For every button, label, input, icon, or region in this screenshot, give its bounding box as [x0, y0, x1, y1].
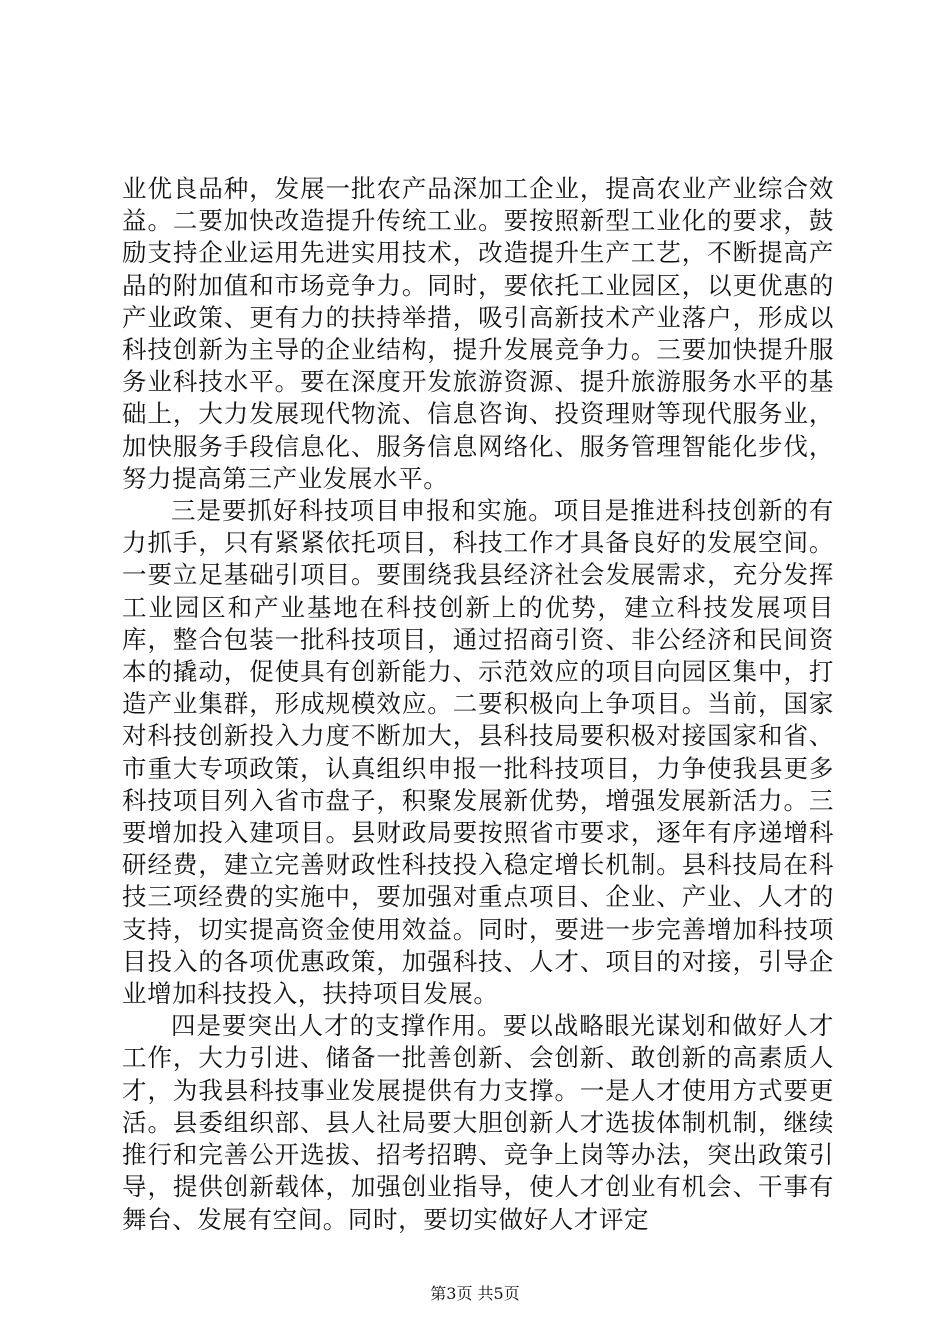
- page-number-footer: 第3页 共5页: [430, 1284, 520, 1303]
- document-body: [122, 173, 834, 1236]
- paragraph-continued: 业优良品种，发展一批农产品深加工企业，提高农业产业综合效益。二要加快改造提升传统工业。要按照新型工业化的要求，鼓励支持企业运用先进实用技术，改造提升生产工艺，不断提高产品的附加值和市场竞争力。同时，要依托工业园区，以更优惠的产业政策、更有力的扶持举措，吸引高新技术产业落户，形成以科技创新为主导的企业结构，提升发展竞争力。三要加快提升服务业科技水平。要在深度开发旅游资源、提升旅游服务水平的基础上，大力发展现代物流、信息咨询、投资理财等现代服务业，加快服务手段信息化、服务信息网络化、服务管理智能化步伐，努力提高第三产业发展水平。: [122, 174, 834, 493]
- paragraph-item-three: 三是要抓好科技项目申报和实施。项目是推进科技创新的有力抓手，只有紧紧依托项目，科技工作才具备良好的发展空间。一要立足基础引项目。要围绕我县经济社会发展需求，充分发挥工业园区和产业基地在科技创新上的优势，建立科技发展项目库，整合包装一批科技项目，通过招商引资、非公经济和民间资本的撬动，促使具有创新能力、示范效应的项目向园区集中，打造产业集群，形成规模效应。二要积极向上争项目。当前，国家对科技创新投入力度不断加大，县科技局要积极对接国家和省、市重大专项政策，认真组织申报一批科技项目，力争使我县更多科技项目列入省市盘子，积聚发展新优势，增强发展新活力。三要增加投入建项目。县财政局要按照省市要求，逐年有序递增科研经费，建立完善财政性科技投入稳定增长机制。县科技局在科技三项经费的实施中，要加强对重点项目、企业、产业、人才的支持，切实提高资金使用效益。同时，要进一步完善增加科技项目投入的各项优惠政策，加强科技、人才、项目的对接，引导企业增加科技投入，扶持项目发展。: [122, 496, 834, 1009]
- paragraph-item-four: 四是要突出人才的支撑作用。要以战略眼光谋划和做好人才工作，大力引进、储备一批善创新、会创新、敢创新的高素质人才，为我县科技事业发展提供有力支撑。一是人才使用方式要更活。县委组织部、县人社局要大胆创新人才选拔体制机制，继续推行和完善公开选拔、招考招聘、竞争上岗等办法，突出政策引导，提供创新载体，加强创业指导，使人才创业有机会、干事有舞台、发展有空间。同时，要切实做好人才评定: [122, 1011, 834, 1234]
